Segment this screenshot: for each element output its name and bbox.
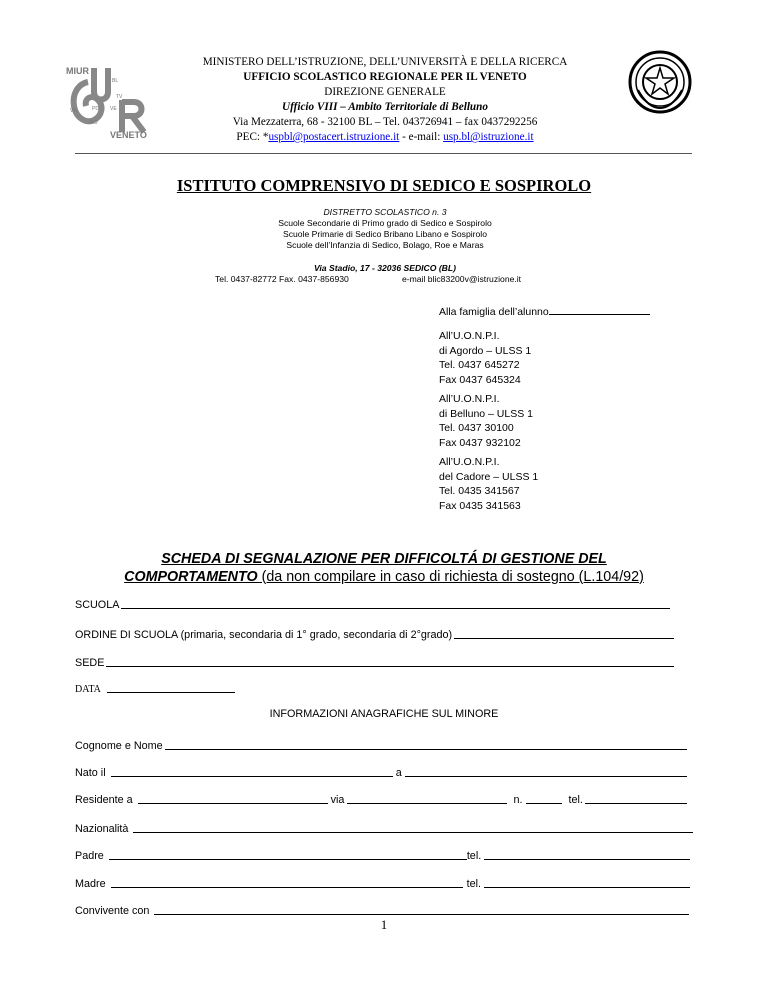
nationality-input[interactable]: [133, 832, 693, 833]
direction-line: DIREZIONE GENERALE: [324, 86, 446, 98]
svg-text:BL: BL: [112, 78, 119, 84]
field-convivente: Convivente con: [75, 903, 689, 917]
scuola-input[interactable]: [121, 608, 670, 609]
school-address: Via Stadio, 17 - 32036 SEDICO (BL): [314, 263, 456, 273]
section-heading: INFORMAZIONI ANAGRAFICHE SUL MINORE: [269, 708, 499, 720]
cognome-input[interactable]: [165, 749, 687, 750]
number-input[interactable]: [526, 803, 562, 804]
email-link[interactable]: usp.bl@istruzione.it: [443, 131, 534, 143]
school-title: ISTITUTO COMPRENSIVO DI SEDICO E SOSPIROLO: [176, 176, 592, 195]
field-cognome: Cognome e Nome: [75, 738, 687, 752]
field-sede: SEDE: [75, 655, 674, 669]
form-title: SCHEDA DI SEGNALAZIONE PER DIFFICOLTÁ DI GESTIONE DEL COMPORTAMENTO (da non compilare in caso di richiesta di sostegno (L.104/92): [124, 551, 644, 585]
svg-text:VENETO: VENETO: [110, 130, 147, 140]
birthdate-input[interactable]: [111, 776, 393, 777]
miur-veneto-logo: [64, 62, 164, 140]
cohabitant-input[interactable]: [154, 914, 689, 915]
street-input[interactable]: [347, 803, 507, 804]
field-ordine: ORDINE DI SCUOLA (primaria, secondaria di 1° grado, secondaria di 2°grado): [75, 627, 674, 641]
field-madre: Madre tel.: [75, 876, 690, 890]
residence-input[interactable]: [138, 803, 328, 804]
republic-emblem-icon: [628, 50, 692, 114]
header-divider: [75, 153, 692, 154]
mother-phone-input[interactable]: [484, 887, 690, 888]
pec-email-link[interactable]: uspbl@postacert.istruzione.it: [268, 131, 400, 143]
field-padre: Padre tel.: [75, 848, 690, 862]
field-nato: Nato il a: [75, 765, 687, 779]
regional-office-line: UFFICIO SCOLASTICO REGIONALE PER IL VENETO: [243, 71, 527, 83]
district-line: DISTRETTO SCOLASTICO n. 3: [323, 207, 447, 217]
contact-line: PEC: *uspbl@postacert.istruzione.it - e-mail: usp.bl@istruzione.it: [236, 131, 534, 143]
birthplace-input[interactable]: [405, 776, 687, 777]
father-input[interactable]: [109, 859, 467, 860]
recipient-belluno: All’U.O.N.P.I. di Belluno – ULSS 1 Tel. 0437 30100 Fax 0437 932102: [439, 393, 533, 449]
field-nazionalita: Nazionalità: [75, 821, 693, 835]
svg-text:TV: TV: [116, 94, 123, 100]
phone-input[interactable]: [585, 803, 687, 804]
svg-text:RO: RO: [90, 120, 98, 126]
school-secondary-line: Scuole Secondarie di Primo grado di Sedico e Sospirolo: [278, 218, 492, 228]
office-viii-line: Ufficio VIII – Ambito Territoriale di Belluno: [282, 101, 488, 113]
field-data: DATA: [75, 681, 235, 695]
office-address-line: Via Mezzaterra, 68 - 32100 BL – Tel. 043726941 – fax 0437292256: [232, 116, 538, 128]
svg-text:PD: PD: [92, 106, 99, 112]
mother-input[interactable]: [111, 887, 463, 888]
father-phone-input[interactable]: [484, 859, 690, 860]
student-name-blank[interactable]: [549, 303, 650, 315]
ministry-line: MINISTERO DELL’ISTRUZIONE, DELL’UNIVERSITÀ E DELLA RICERCA: [202, 56, 568, 68]
school-primary-line: Scuole Primarie di Sedico Bribano Libano e Sospirolo: [283, 229, 487, 239]
school-phones: Tel. 0437-82772 Fax. 0437-856930: [215, 274, 349, 284]
recipient-family: Alla famiglia dell’alunno: [439, 303, 650, 320]
recipient-cadore: All’U.O.N.P.I. del Cadore – ULSS 1 Tel. 0435 341567 Fax 0435 341563: [439, 456, 539, 512]
sede-input[interactable]: [106, 666, 674, 667]
svg-text:VR: VR: [70, 108, 77, 114]
recipient-agordo: All’U.O.N.P.I. di Agordo – ULSS 1 Tel. 0437 645272 Fax 0437 645324: [439, 330, 532, 386]
school-email: e-mail blic83200v@istruzione.it: [402, 274, 522, 284]
field-scuola: SCUOLA: [75, 597, 670, 611]
svg-text:VE: VE: [110, 106, 117, 112]
data-input[interactable]: [107, 692, 235, 693]
school-infancy-line: Scuole dell’Infanzia di Sedico, Bolago, Roe e Maras: [286, 240, 484, 250]
page-number: 1: [380, 917, 388, 932]
ordine-input[interactable]: [454, 638, 674, 639]
field-residente: Residente a via n. tel.: [75, 792, 687, 806]
logo-miur-text: MIUR: [66, 66, 89, 76]
